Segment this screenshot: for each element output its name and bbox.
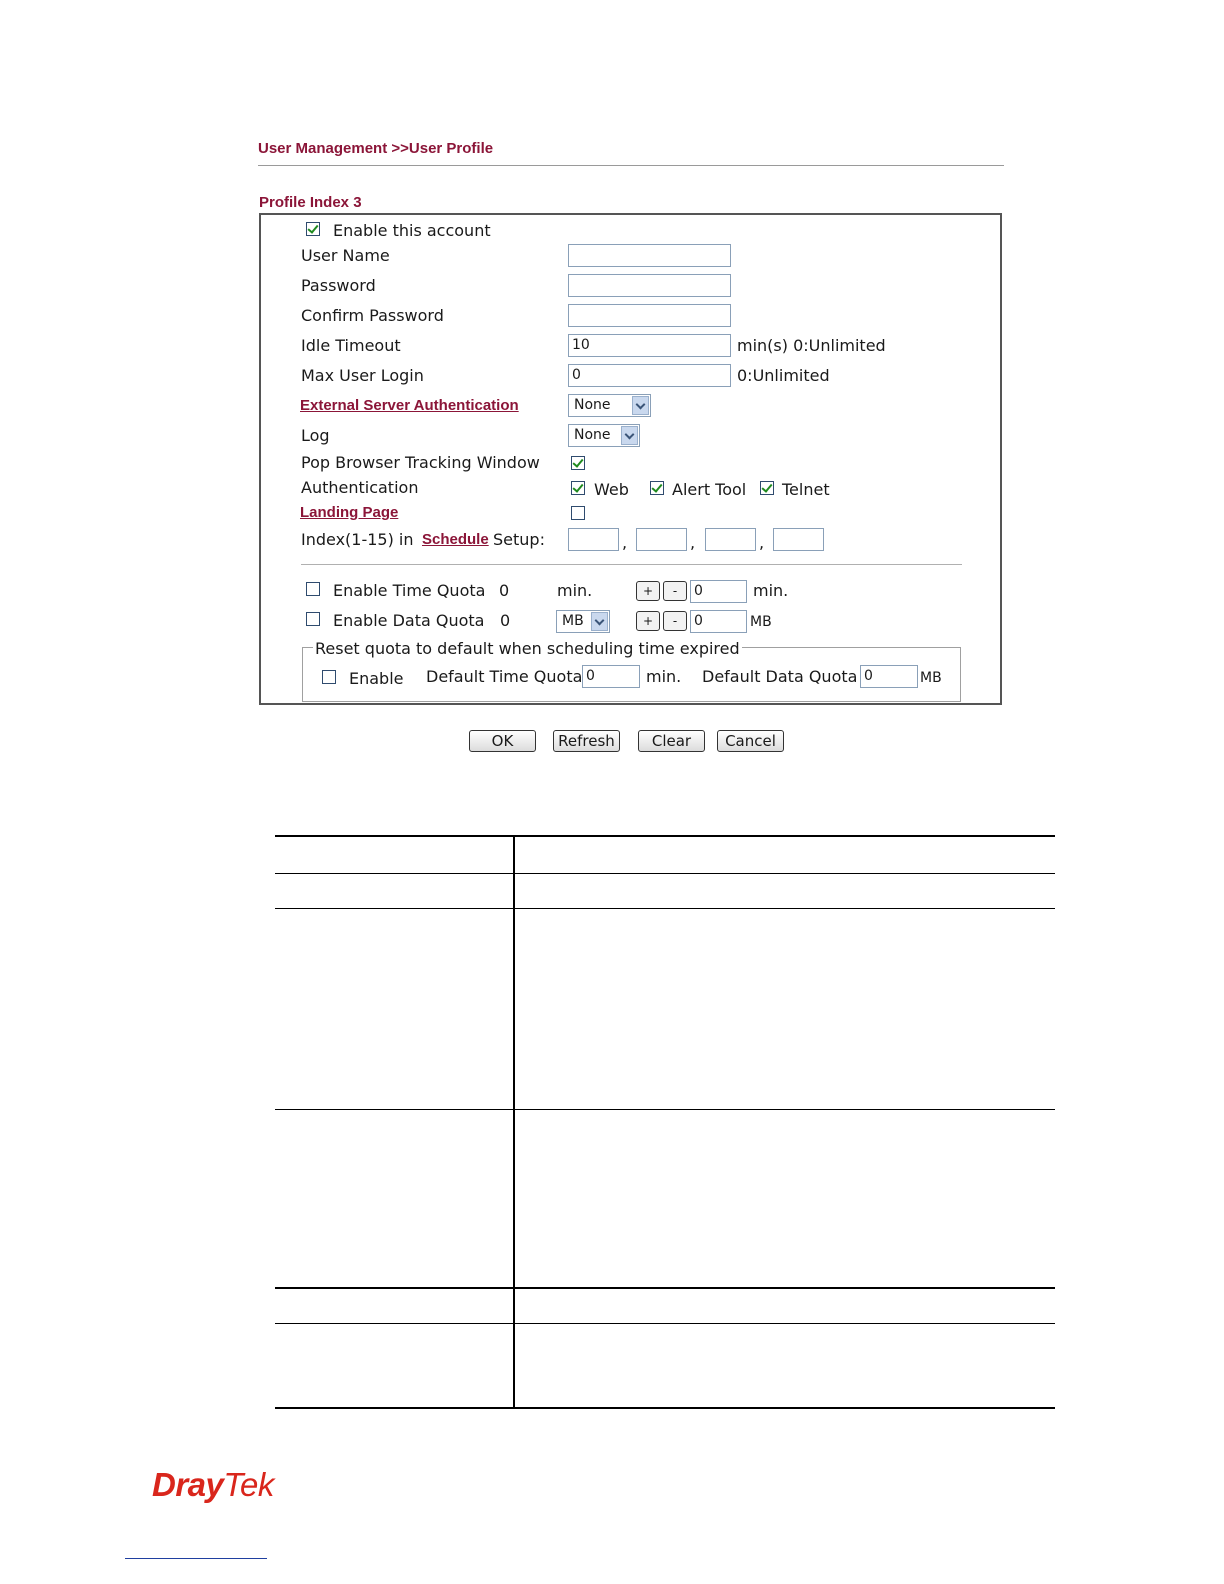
- time-quota-current: 0: [499, 581, 510, 600]
- schedule-link[interactable]: Schedule: [422, 531, 489, 548]
- max-user-login-hint: 0:Unlimited: [737, 366, 830, 385]
- logo-dray: Dray: [152, 1466, 224, 1503]
- auth-web-checkbox[interactable]: [571, 481, 585, 495]
- refresh-button[interactable]: Refresh: [553, 730, 620, 752]
- page-title: User Management >>User Profile: [258, 140, 494, 157]
- table-row-divider: [275, 1323, 1055, 1324]
- enable-time-quota-checkbox[interactable]: [306, 582, 320, 596]
- time-quota-minus-button[interactable]: -: [663, 581, 687, 601]
- default-data-quota-input[interactable]: 0: [860, 665, 918, 688]
- chevron-down-icon: [632, 396, 649, 415]
- quota-divider: [301, 564, 962, 565]
- schedule-separator: ,: [759, 533, 765, 552]
- enable-data-quota-label: Enable Data Quota: [333, 611, 485, 630]
- external-server-auth-link[interactable]: External Server Authentication: [300, 397, 519, 414]
- confirm-password-label: Confirm Password: [301, 306, 444, 325]
- data-quota-unit-selected: MB: [562, 613, 584, 629]
- schedule-label-suffix: Setup:: [493, 530, 545, 549]
- profile-title: Profile Index 3: [259, 194, 362, 211]
- user-name-input[interactable]: [568, 244, 731, 267]
- data-quota-plus-button[interactable]: +: [636, 611, 660, 631]
- max-user-login-input[interactable]: 0: [568, 364, 731, 387]
- pop-browser-label: Pop Browser Tracking Window: [301, 453, 540, 472]
- table-column-divider: [513, 836, 515, 1408]
- external-auth-selected: None: [574, 397, 611, 413]
- max-user-login-label: Max User Login: [301, 366, 424, 385]
- time-quota-plus-button[interactable]: +: [636, 581, 660, 601]
- default-data-quota-label: Default Data Quota: [702, 667, 858, 686]
- table-row-divider: [275, 908, 1055, 909]
- footer-rule: [125, 1558, 267, 1559]
- landing-page-link[interactable]: Landing Page: [300, 504, 399, 521]
- table-bottom-border: [275, 1407, 1055, 1409]
- auth-web-label: Web: [594, 480, 629, 499]
- ok-button[interactable]: OK: [469, 730, 536, 752]
- table-row-divider: [275, 1109, 1055, 1110]
- schedule-label-prefix: Index(1-15) in: [301, 530, 414, 549]
- external-auth-select[interactable]: [568, 394, 651, 417]
- clear-button[interactable]: Clear: [638, 730, 705, 752]
- data-quota-current: 0: [500, 611, 511, 630]
- password-label: Password: [301, 276, 376, 295]
- chevron-down-icon: [621, 426, 638, 445]
- schedule-index-2-input[interactable]: [636, 528, 687, 551]
- schedule-separator: ,: [690, 533, 696, 552]
- log-select[interactable]: [568, 424, 640, 447]
- log-selected: None: [574, 427, 611, 443]
- table-top-border: [275, 835, 1055, 837]
- pop-browser-checkbox[interactable]: [571, 456, 585, 470]
- table-row-divider: [275, 1287, 1055, 1289]
- enable-account-checkbox[interactable]: [306, 222, 320, 236]
- time-quota-unit: min.: [557, 581, 593, 600]
- default-time-quota-label: Default Time Quota: [426, 667, 583, 686]
- enable-time-quota-label: Enable Time Quota: [333, 581, 486, 600]
- reset-enable-label: Enable: [349, 669, 404, 688]
- data-quota-input[interactable]: 0: [690, 610, 747, 633]
- reset-enable-checkbox[interactable]: [322, 670, 336, 684]
- schedule-index-4-input[interactable]: [773, 528, 824, 551]
- table-row-divider: [275, 873, 1055, 874]
- data-quota-unit2: MB: [750, 614, 772, 630]
- confirm-password-input[interactable]: [568, 304, 731, 327]
- auth-alert-tool-checkbox[interactable]: [650, 481, 664, 495]
- idle-timeout-label: Idle Timeout: [301, 336, 401, 355]
- default-time-quota-unit: min.: [646, 667, 682, 686]
- landing-page-checkbox[interactable]: [571, 506, 585, 520]
- user-name-label: User Name: [301, 246, 390, 265]
- enable-data-quota-checkbox[interactable]: [306, 612, 320, 626]
- default-data-quota-unit: MB: [920, 670, 942, 686]
- data-quota-minus-button[interactable]: -: [663, 611, 687, 631]
- draytek-logo: [152, 1466, 274, 1504]
- header-divider: [258, 165, 1004, 166]
- data-quota-unit-select[interactable]: [556, 610, 610, 633]
- chevron-down-icon: [591, 612, 608, 631]
- auth-telnet-label: Telnet: [782, 480, 830, 499]
- cancel-button[interactable]: Cancel: [717, 730, 784, 752]
- auth-alert-tool-label: Alert Tool: [672, 480, 747, 499]
- idle-timeout-input[interactable]: 10: [568, 334, 731, 357]
- enable-account-label: Enable this account: [333, 221, 491, 240]
- reset-quota-legend: Reset quota to default when scheduling time expired: [315, 639, 740, 658]
- schedule-index-1-input[interactable]: [568, 528, 619, 551]
- default-time-quota-input[interactable]: 0: [582, 665, 640, 688]
- time-quota-unit2: min.: [753, 581, 789, 600]
- idle-timeout-hint: min(s) 0:Unlimited: [737, 336, 886, 355]
- password-input[interactable]: [568, 274, 731, 297]
- schedule-separator: ,: [622, 533, 628, 552]
- time-quota-input[interactable]: 0: [690, 580, 747, 603]
- schedule-index-3-input[interactable]: [705, 528, 756, 551]
- auth-telnet-checkbox[interactable]: [760, 481, 774, 495]
- log-label: Log: [301, 426, 330, 445]
- authentication-label: Authentication: [301, 478, 419, 497]
- logo-tek: Tek: [223, 1466, 274, 1503]
